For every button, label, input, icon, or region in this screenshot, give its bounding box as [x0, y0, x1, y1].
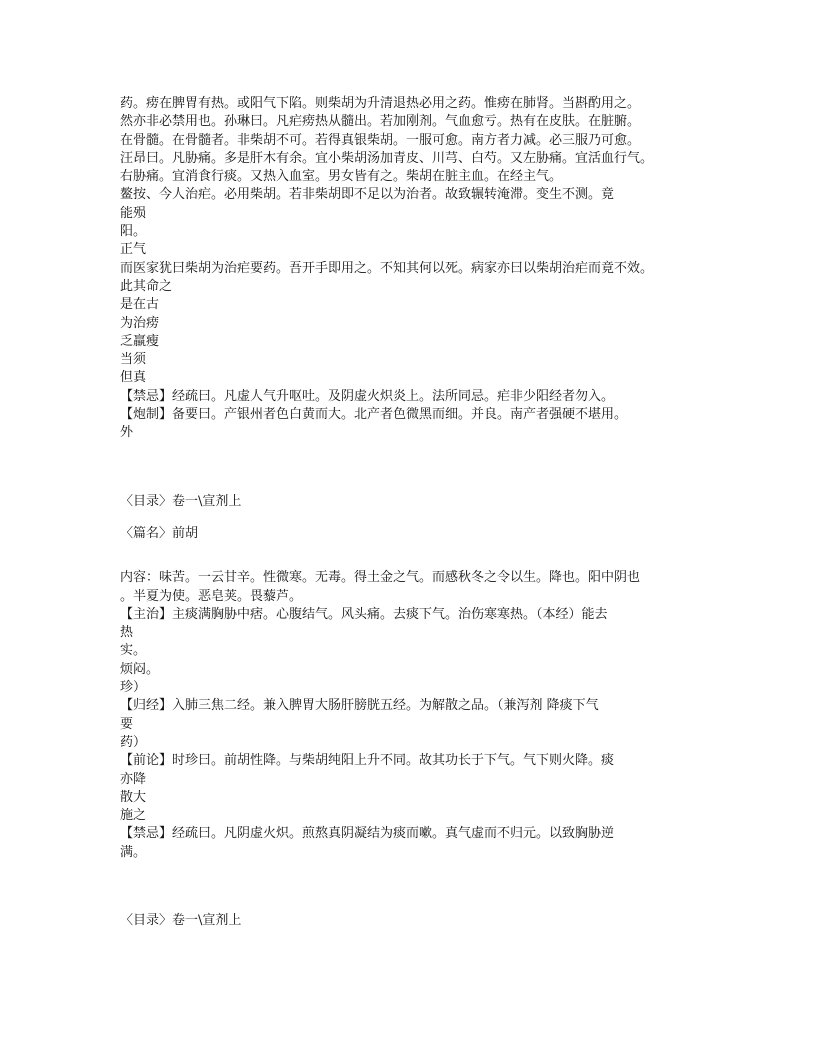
text-line: 热 — [120, 625, 134, 641]
text-line: 亦降 — [120, 771, 147, 787]
text-line: 【前论】时珍曰。前胡性降。与柴胡纯阳上升不同。故其功长于下气。气下则火降。痰 — [120, 753, 615, 769]
text-line: 【主治】主痰满胸胁中痞。心腹结气。风头痛。去痰下气。治伤寒寒热。（本经）能去 — [120, 606, 608, 622]
text-line: 阳。 — [120, 224, 147, 240]
text-line: 右胁痛。宜消食行痰。又热入血室。男女皆有之。柴胡在脏主血。在经主气。 — [120, 169, 563, 185]
text-line: 当须 — [120, 352, 147, 368]
text-line: 要 — [120, 716, 134, 732]
toc-breadcrumb: 〈目录〉卷一\宣剂上 — [120, 912, 242, 928]
text-line: 施之 — [120, 808, 147, 824]
text-line: 。半夏为使。恶皂荚。畏藜芦。 — [120, 588, 303, 604]
text-line: 珍） — [120, 680, 147, 696]
text-line: 在骨髓。在骨髓者。非柴胡不可。若得真银柴胡。一服可愈。南方者力减。必三服乃可愈。 — [120, 132, 641, 148]
text-line: 外 — [120, 425, 134, 441]
section-qianhu-text — [120, 569, 720, 862]
text-line: 散大 — [120, 789, 147, 805]
spacer — [120, 443, 720, 493]
text-line: 【禁忌】经疏曰。凡虚人气升呕吐。及阴虚火炽炎上。法所同忌。疟非少阳经者勿入。 — [120, 388, 615, 404]
text-line: 药） — [120, 734, 147, 750]
text-line: 但真 — [120, 370, 147, 386]
text-line: 汪昂曰。凡胁痛。多是肝木有余。宜小柴胡汤加青皮、川芎、白芍。又左胁痛。宜活血行气。 — [120, 150, 654, 166]
text-line: 为治痨 — [120, 315, 160, 331]
text-line: 【归经】入肺三焦二经。兼入脾胃大肠肝膀胱五经。为解散之品。（兼泻剂 降痰下气 — [120, 698, 599, 714]
text-line: 内容：味苦。一云甘辛。性微寒。无毒。得土金之气。而感秋冬之令以生。降也。阳中阴也 — [120, 570, 641, 586]
text-line: 而医家犹曰柴胡为治疟要药。吾开手即用之。不知其何以死。病家亦曰以柴胡治疟而竟不效。 — [120, 260, 654, 276]
text-line: 【炮制】备要曰。产银州者色白黄而大。北产者色微黑而细。并良。南产者强硬不堪用。 — [120, 407, 628, 423]
spacer — [120, 862, 720, 912]
text-line: 实。 — [120, 643, 147, 659]
text-line: 能殒 — [120, 205, 147, 221]
text-line: 是在古 — [120, 297, 160, 313]
text-line: 鳌按、今人治疟。必用柴胡。若非柴胡即不足以为治者。故致辗转淹滞。变生不测。竟 — [120, 187, 615, 203]
spacer — [120, 543, 720, 569]
article-title: 〈篇名〉前胡 — [120, 525, 199, 541]
text-line: 药。痨在脾胃有热。或阳气下陷。则柴胡为升清退热必用之药。惟痨在肺肾。当斟酌用之。 — [120, 96, 641, 111]
document-page — [120, 95, 720, 930]
spacer — [120, 511, 720, 525]
text-line: 满。 — [120, 844, 147, 860]
toc-breadcrumb: 〈目录〉卷一\宣剂上 — [120, 493, 242, 509]
text-line: 【禁忌】经疏曰。凡阴虚火炽。煎熬真阴凝结为痰而嗽。真气虚而不归元。以致胸胁逆 — [120, 826, 615, 842]
text-line: 乏羸瘦 — [120, 333, 160, 349]
text-line: 此其命之 — [120, 278, 173, 294]
text-line: 烦闷。 — [120, 661, 160, 677]
text-line: 正气 — [120, 242, 147, 258]
text-line: 然亦非必禁用也。孙琳曰。凡疟痨热从髓出。若加刚剂。气血愈亏。热有在皮肤。在脏腑。 — [120, 114, 641, 130]
section-chaihu-text — [120, 95, 720, 443]
